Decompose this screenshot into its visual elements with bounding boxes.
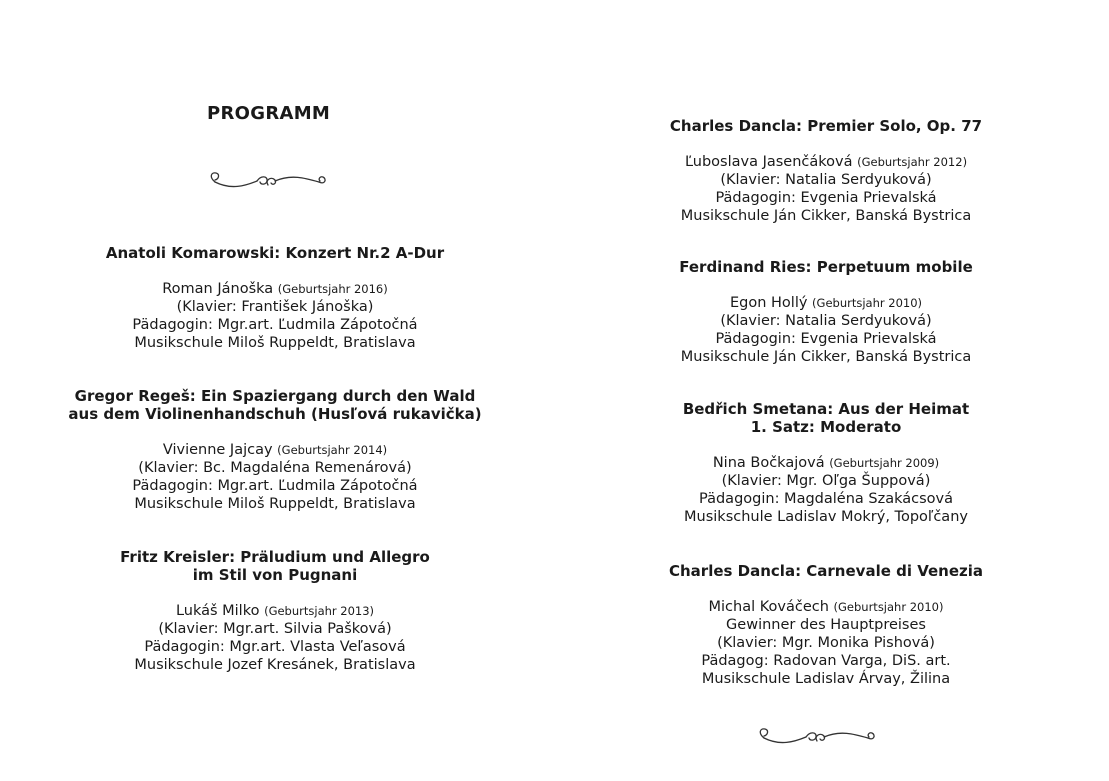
performer-block xyxy=(60,280,490,352)
program-item xyxy=(60,244,490,352)
birth-year: (Geburtsjahr 2016) xyxy=(277,282,388,296)
performer-line xyxy=(60,280,490,298)
performer-block xyxy=(606,294,1046,366)
piece-title xyxy=(606,117,1046,135)
teacher: Pädagogin: Evgenia Prievalská xyxy=(715,331,937,347)
performer-line xyxy=(60,602,490,620)
piece-title-line: Charles Dancla: Premier Solo, Op. 77 xyxy=(669,117,983,135)
performer-line xyxy=(606,294,1046,312)
school: Musikschule Ladislav Árvay, Žilina xyxy=(701,671,951,687)
birth-year: (Geburtsjahr 2012) xyxy=(857,155,968,169)
piece-title xyxy=(60,244,490,262)
performer-block xyxy=(606,454,1046,526)
teacher: Pädagogin: Magdaléna Szakácsová xyxy=(699,491,953,507)
program-item xyxy=(606,258,1046,366)
program-item xyxy=(606,400,1046,526)
accompanist: (Klavier: Mgr.art. Silvia Pašková) xyxy=(158,621,392,637)
performer-block xyxy=(60,441,490,513)
accompanist: (Klavier: Mgr. Oľga Šuppová) xyxy=(721,473,931,489)
performer-name: Michal Kováčech xyxy=(708,599,829,615)
accompanist: (Klavier: Natalia Serdyuková) xyxy=(720,313,932,329)
performer-name: Lukáš Milko xyxy=(175,603,260,619)
flourish-ornament-icon xyxy=(205,170,331,194)
performer-block xyxy=(60,602,490,674)
birth-year: (Geburtsjahr 2014) xyxy=(277,443,388,457)
performer-name: Vivienne Jajcay xyxy=(162,442,273,458)
accompanist: (Klavier: Natalia Serdyuková) xyxy=(720,172,932,188)
piece-title-line: 1. Satz: Moderato xyxy=(750,418,902,436)
program-item xyxy=(60,387,490,513)
program-item xyxy=(60,548,490,674)
teacher: Pädagogin: Mgr.art. Ľudmila Zápotočná xyxy=(132,317,418,333)
piece-title xyxy=(606,562,1046,580)
birth-year: (Geburtsjahr 2013) xyxy=(264,604,375,618)
award: Gewinner des Hauptpreises xyxy=(726,617,926,633)
flourish-ornament-icon xyxy=(754,726,880,750)
piece-title-line: Fritz Kreisler: Präludium und Allegro xyxy=(120,548,430,566)
piece-title-line: aus dem Violinenhandschuh (Husľová rukavička) xyxy=(68,405,482,423)
teacher: Pädagogin: Mgr.art. Ľudmila Zápotočná xyxy=(132,478,418,494)
performer-name: Nina Bočkajová xyxy=(712,455,825,471)
program-item xyxy=(606,117,1046,225)
piece-title xyxy=(606,258,1046,276)
accompanist: (Klavier: Bc. Magdaléna Remenárová) xyxy=(138,460,412,476)
school: Musikschule Jozef Kresánek, Bratislava xyxy=(134,657,416,673)
piece-title-line: Gregor Regeš: Ein Spaziergang durch den Wald xyxy=(74,387,476,405)
performer-block xyxy=(606,153,1046,225)
accompanist: (Klavier: Mgr. Monika Pishová) xyxy=(717,635,935,651)
performer-line xyxy=(60,441,490,459)
performer-name: Egon Hollý xyxy=(729,295,808,311)
birth-year: (Geburtsjahr 2009) xyxy=(829,456,940,470)
school: Musikschule Ján Cikker, Banská Bystrica xyxy=(680,349,972,365)
performer-name: Ľuboslava Jasenčáková xyxy=(684,154,853,170)
performer-line xyxy=(606,598,1046,616)
birth-year: (Geburtsjahr 2010) xyxy=(833,600,944,614)
teacher: Pädagog: Radovan Varga, DiS. art. xyxy=(701,653,951,669)
school: Musikschule Miloš Ruppeldt, Bratislava xyxy=(134,335,416,351)
school: Musikschule Miloš Ruppeldt, Bratislava xyxy=(134,496,416,512)
school: Musikschule Ladislav Mokrý, Topoľčany xyxy=(684,509,968,525)
piece-title xyxy=(606,400,1046,436)
school: Musikschule Ján Cikker, Banská Bystrica xyxy=(680,208,972,224)
piece-title-line: Ferdinand Ries: Perpetuum mobile xyxy=(679,258,973,276)
teacher: Pädagogin: Evgenia Prievalská xyxy=(715,190,937,206)
piece-title-line: Bedřich Smetana: Aus der Heimat xyxy=(682,400,970,418)
piece-title xyxy=(60,387,490,423)
performer-line xyxy=(606,153,1046,171)
piece-title-line: Anatoli Komarowski: Konzert Nr.2 A-Dur xyxy=(105,244,445,262)
piece-title-line: im Stil von Pugnani xyxy=(192,566,358,584)
program-item xyxy=(606,562,1046,688)
page-title: PROGRAMM xyxy=(207,103,331,124)
accompanist: (Klavier: František Jánoška) xyxy=(176,299,374,315)
birth-year: (Geburtsjahr 2010) xyxy=(812,296,923,310)
performer-name: Roman Jánoška xyxy=(162,281,274,297)
performer-block xyxy=(606,598,1046,688)
performer-line xyxy=(606,454,1046,472)
piece-title xyxy=(60,548,490,584)
teacher: Pädagogin: Mgr.art. Vlasta Veľasová xyxy=(144,639,406,655)
piece-title-line: Charles Dancla: Carnevale di Venezia xyxy=(668,562,984,580)
